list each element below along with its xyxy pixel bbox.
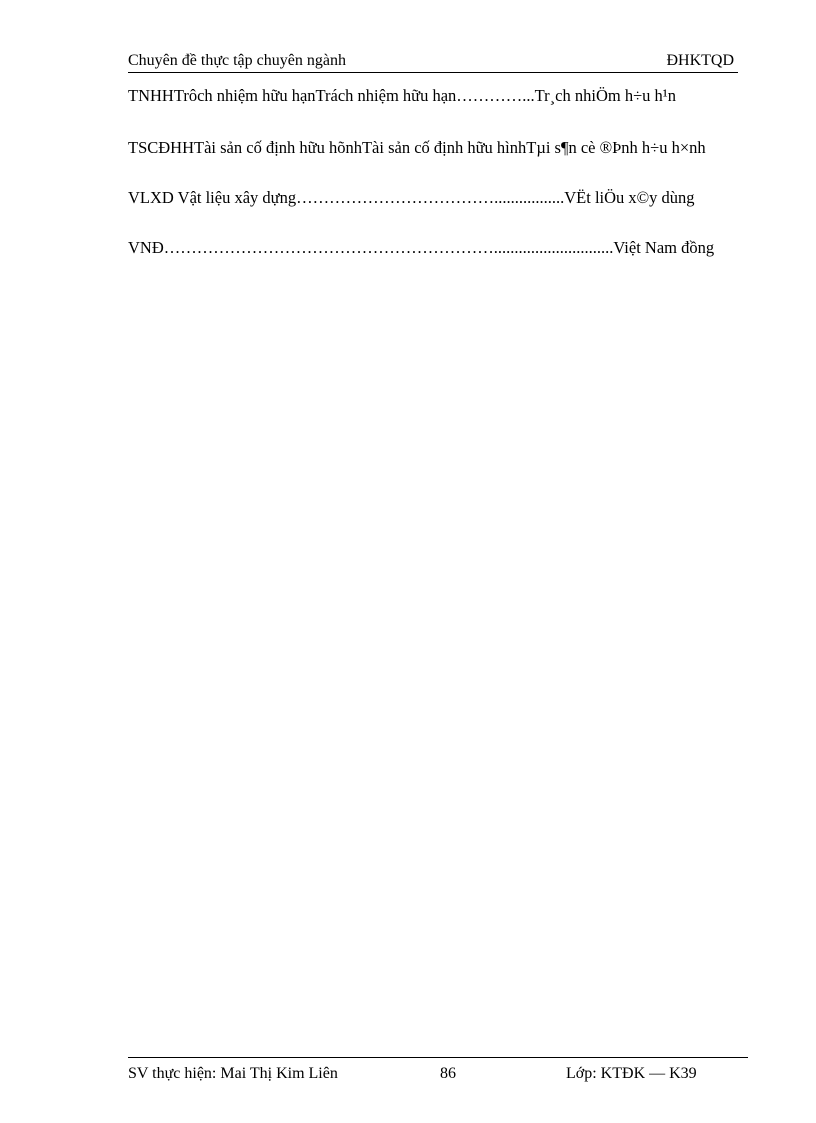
abbreviation-entry: VLXD Vật liệu xây dựng……………………………….................VËt liÖu x©y dùng xyxy=(128,188,695,207)
page-header xyxy=(128,50,738,73)
abbreviation-entry: TNHHTrôch nhiệm hữu hạnTrách nhiệm hữu hạn…………...Tr¸ch nhiÖm h÷u h¹n xyxy=(128,86,676,105)
header-institution: ĐHKTQD xyxy=(666,52,734,69)
abbreviation-entry: TSCĐHHTài sản cố định hữu hõnhTài sản cố định hữu hìnhTµi s¶n cè ®Þnh h÷u h×nh xyxy=(128,138,706,157)
header-title: Chuyên đề thực tập chuyên ngành xyxy=(128,52,346,69)
footer-student-name: SV thực hiện: Mai Thị Kim Liên xyxy=(128,1065,338,1082)
abbreviation-entry: VNĐ…………………………………………………….............................Việt Nam đồng xyxy=(128,238,715,257)
page-number: 86 xyxy=(440,1065,456,1082)
footer-divider xyxy=(128,1057,748,1058)
footer-class: Lớp: KTĐK — K39 xyxy=(566,1065,697,1082)
